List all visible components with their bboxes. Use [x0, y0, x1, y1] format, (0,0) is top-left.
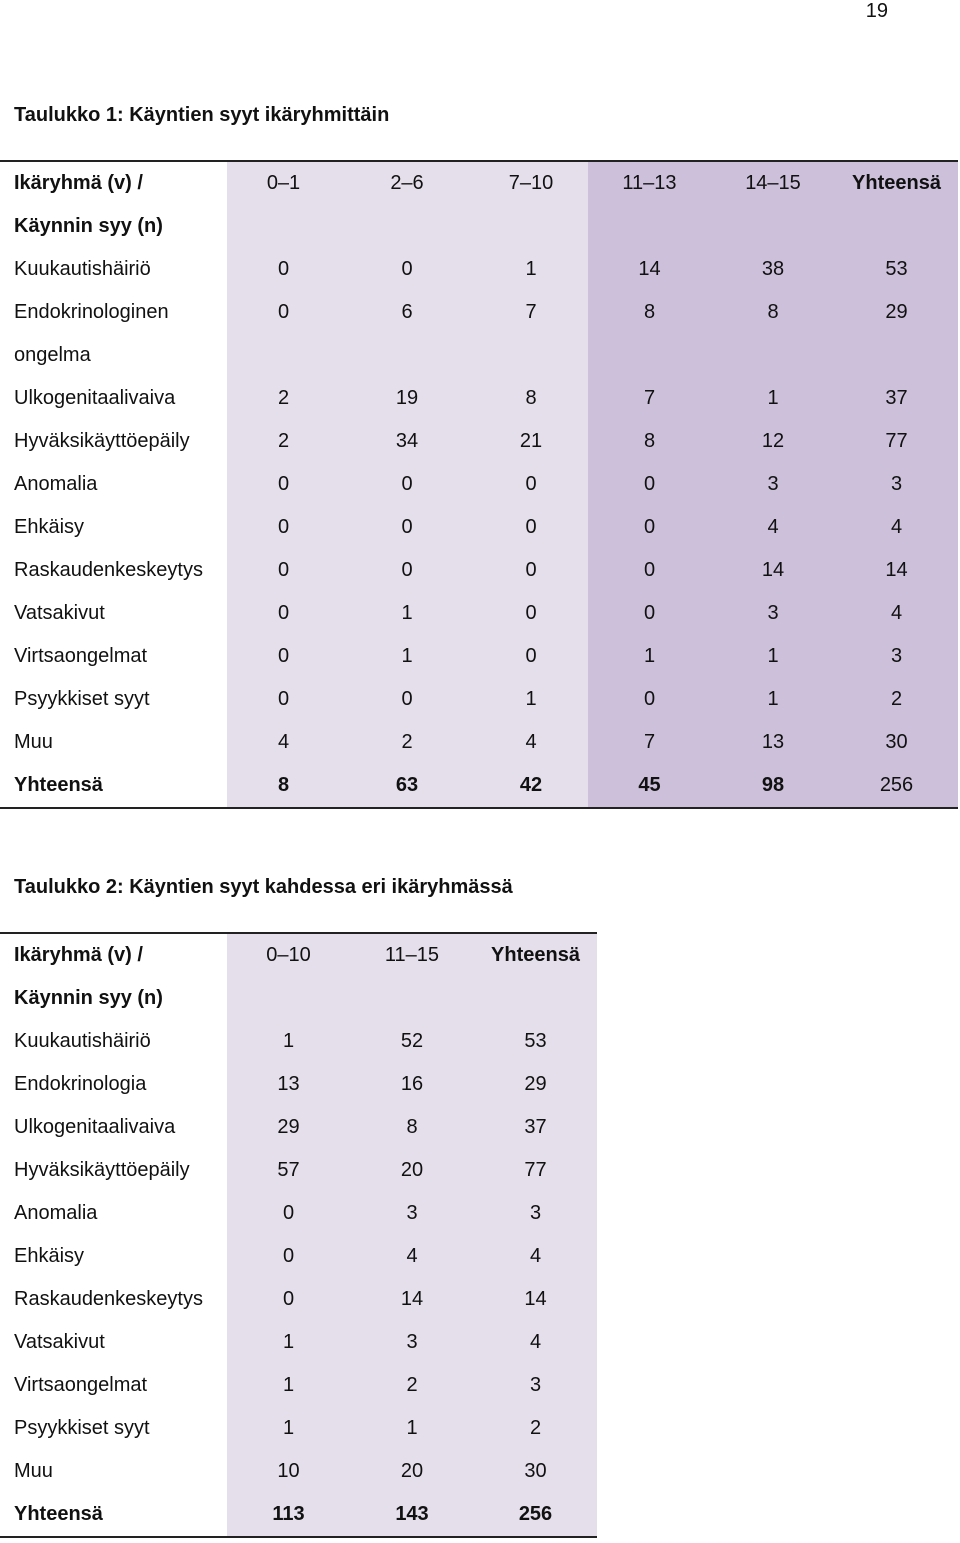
table-cell: 19 — [340, 377, 474, 420]
table-cell: 7 — [588, 721, 711, 764]
table-cell: 2 — [340, 721, 474, 764]
table-cell: 1 — [350, 1407, 474, 1450]
table-cell: 2 — [835, 678, 958, 721]
table-cell: 37 — [474, 1106, 597, 1149]
table-cell: 7 — [588, 377, 711, 420]
table-cell: 20 — [350, 1149, 474, 1192]
table-row — [0, 420, 958, 463]
header-row — [0, 161, 958, 205]
table-cell: 1 — [227, 1020, 350, 1063]
table-cell: 0 — [588, 678, 711, 721]
table-cell: 2 — [474, 1407, 597, 1450]
column-header: 7–10 — [474, 161, 588, 205]
table-cell: 4 — [227, 721, 340, 764]
total-label: Yhteensä — [0, 764, 227, 808]
table-row — [0, 1407, 597, 1450]
table-cell: 14 — [835, 549, 958, 592]
table-row — [0, 506, 958, 549]
row-label: Virtsaongelmat — [14, 645, 148, 667]
empty-cell — [711, 205, 835, 248]
table-cell: 0 — [227, 635, 340, 678]
table-cell: 1 — [588, 635, 711, 678]
table-row — [0, 1235, 597, 1278]
table-cell: 0 — [474, 635, 588, 678]
table-cell: 14 — [350, 1278, 474, 1321]
total-cell: 8 — [227, 764, 340, 808]
table-cell: 37 — [835, 377, 958, 420]
column-header: 11–13 — [588, 161, 711, 205]
row-label: Ehkäisy — [14, 516, 85, 538]
table-cell: 14 — [474, 1278, 597, 1321]
empty-cell — [227, 205, 340, 248]
table-cell: 53 — [835, 248, 958, 291]
table-cell — [227, 334, 340, 377]
table-cell: 3 — [350, 1321, 474, 1364]
table-cell: 0 — [227, 506, 340, 549]
table-cell: 4 — [474, 1235, 597, 1278]
table-cell: 1 — [474, 248, 588, 291]
table-row — [0, 1450, 597, 1493]
table-cell: 8 — [588, 420, 711, 463]
total-cell: 45 — [588, 764, 711, 808]
table-cell: 0 — [227, 248, 340, 291]
header-label: Ikäryhmä (v) / — [0, 933, 227, 977]
total-label: Yhteensä — [0, 1493, 227, 1537]
table-row — [0, 635, 958, 678]
table-row — [0, 1020, 597, 1063]
row-label: Endokrinologia — [14, 1073, 147, 1095]
table-cell: 1 — [711, 678, 835, 721]
table-row — [0, 721, 958, 764]
table-cell: 29 — [227, 1106, 350, 1149]
column-header: 0–1 — [227, 161, 340, 205]
table-cell: 0 — [227, 1192, 350, 1235]
table-cell: 1 — [711, 635, 835, 678]
empty-cell — [588, 205, 711, 248]
total-cell: 143 — [350, 1493, 474, 1537]
table-cell: 4 — [711, 506, 835, 549]
total-row — [0, 764, 958, 808]
table-row — [0, 334, 958, 377]
table-cell: 13 — [227, 1063, 350, 1106]
table-cell: 0 — [340, 463, 474, 506]
header-row — [0, 977, 597, 1020]
table-cell: 3 — [350, 1192, 474, 1235]
total-cell: 256 — [835, 764, 958, 808]
table-row — [0, 291, 958, 334]
table-cell: 34 — [340, 420, 474, 463]
total-row — [0, 1493, 597, 1537]
table-cell: 10 — [227, 1450, 350, 1493]
total-cell: 256 — [474, 1493, 597, 1537]
row-label: Anomalia — [14, 1202, 98, 1224]
empty-cell — [474, 205, 588, 248]
table-cell: 2 — [350, 1364, 474, 1407]
table-cell: 53 — [474, 1020, 597, 1063]
table-row — [0, 678, 958, 721]
table-cell: 0 — [227, 291, 340, 334]
empty-cell — [227, 977, 350, 1020]
table-cell: 0 — [474, 549, 588, 592]
column-header: 11–15 — [350, 933, 474, 977]
row-label: Virtsaongelmat — [14, 1374, 148, 1396]
table1-caption: Taulukko 1: Käyntien syyt ikäryhmittäin — [14, 104, 390, 126]
empty-cell — [835, 205, 958, 248]
table-cell: 0 — [340, 678, 474, 721]
table-cell: 0 — [227, 592, 340, 635]
table-cell: 16 — [350, 1063, 474, 1106]
table-cell: 0 — [227, 549, 340, 592]
table-row — [0, 549, 958, 592]
table-cell: 4 — [835, 592, 958, 635]
column-header: 14–15 — [711, 161, 835, 205]
table-cell: 57 — [227, 1149, 350, 1192]
row-label: Vatsakivut — [14, 1331, 105, 1353]
row-label: Ulkogenitaalivaiva — [14, 1116, 176, 1138]
row-label: Ehkäisy — [14, 1245, 85, 1267]
table-cell: 0 — [588, 549, 711, 592]
row-label: Psyykkiset syyt — [14, 1417, 150, 1439]
table-cell: 3 — [835, 463, 958, 506]
table-cell: 3 — [474, 1364, 597, 1407]
table-cell: 29 — [835, 291, 958, 334]
column-header: Yhteensä — [474, 933, 597, 977]
header-label: Ikäryhmä (v) / — [0, 161, 227, 205]
table-row — [0, 1364, 597, 1407]
row-label: Kuukautishäiriö — [14, 1030, 151, 1052]
row-label: Psyykkiset syyt — [14, 688, 150, 710]
row-label: Anomalia — [14, 473, 98, 495]
table-cell: 0 — [340, 248, 474, 291]
table-cell: 6 — [340, 291, 474, 334]
table-cell — [474, 334, 588, 377]
table-cell — [711, 334, 835, 377]
row-label: Raskaudenkeskeytys — [14, 1288, 203, 1310]
table2-caption: Taulukko 2: Käyntien syyt kahdessa eri ikäryhmässä — [14, 876, 513, 898]
table-row — [0, 377, 958, 420]
header-label: Käynnin syy (n) — [14, 987, 163, 1009]
table-cell: 2 — [227, 420, 340, 463]
table-cell: 8 — [711, 291, 835, 334]
table-cell: 13 — [711, 721, 835, 764]
column-header: 0–10 — [227, 933, 350, 977]
header-label: Käynnin syy (n) — [14, 215, 163, 237]
total-cell: 98 — [711, 764, 835, 808]
table-cell: 0 — [227, 678, 340, 721]
table-cell: 20 — [350, 1450, 474, 1493]
table-cell: 4 — [474, 1321, 597, 1364]
table-cell: 38 — [711, 248, 835, 291]
table-cell: 77 — [474, 1149, 597, 1192]
table-cell: 1 — [227, 1407, 350, 1450]
total-cell: 42 — [474, 764, 588, 808]
row-label: Raskaudenkeskeytys — [14, 559, 203, 581]
table-cell: 2 — [227, 377, 340, 420]
table-row — [0, 592, 958, 635]
table-cell: 0 — [227, 463, 340, 506]
table-cell: 0 — [227, 1235, 350, 1278]
table2 — [0, 932, 597, 1538]
table-cell: 3 — [711, 463, 835, 506]
table-cell: 30 — [474, 1450, 597, 1493]
table-cell: 1 — [227, 1321, 350, 1364]
table-cell: 0 — [474, 506, 588, 549]
table-cell: 1 — [711, 377, 835, 420]
row-label: Vatsakivut — [14, 602, 105, 624]
table-cell: 0 — [588, 592, 711, 635]
table-cell: 0 — [340, 506, 474, 549]
empty-cell — [350, 977, 474, 1020]
row-label: Kuukautishäiriö — [14, 258, 151, 280]
table-cell: 52 — [350, 1020, 474, 1063]
table-cell: 0 — [588, 463, 711, 506]
header-row — [0, 205, 958, 248]
row-label: Hyväksikäyttöepäily — [14, 430, 190, 452]
row-label: Endokrinologinen — [14, 301, 169, 323]
table1 — [0, 160, 958, 809]
row-label: Hyväksikäyttöepäily — [14, 1159, 190, 1181]
table-cell: 0 — [227, 1278, 350, 1321]
table-cell: 1 — [340, 592, 474, 635]
table-cell: 7 — [474, 291, 588, 334]
table-cell: 3 — [711, 592, 835, 635]
header-row — [0, 933, 597, 977]
table-cell — [588, 334, 711, 377]
table-cell: 4 — [474, 721, 588, 764]
table-cell: 14 — [711, 549, 835, 592]
table-row — [0, 1321, 597, 1364]
table-cell: 8 — [588, 291, 711, 334]
row-label: Muu — [14, 1460, 53, 1482]
table-row — [0, 1063, 597, 1106]
table-cell: 8 — [474, 377, 588, 420]
table-cell — [835, 334, 958, 377]
table-cell: 3 — [835, 635, 958, 678]
table-cell: 0 — [588, 506, 711, 549]
table-cell: 12 — [711, 420, 835, 463]
table-cell: 1 — [474, 678, 588, 721]
table-cell: 1 — [340, 635, 474, 678]
table-cell: 8 — [350, 1106, 474, 1149]
table-row — [0, 248, 958, 291]
page-number: 19 — [865, 0, 888, 22]
column-header: 2–6 — [340, 161, 474, 205]
table-cell: 77 — [835, 420, 958, 463]
empty-cell — [340, 205, 474, 248]
table-row — [0, 1149, 597, 1192]
table-cell: 0 — [340, 549, 474, 592]
table-cell: 21 — [474, 420, 588, 463]
table-cell: 0 — [474, 592, 588, 635]
total-cell: 63 — [340, 764, 474, 808]
table-row — [0, 463, 958, 506]
table-cell: 1 — [227, 1364, 350, 1407]
table-row — [0, 1106, 597, 1149]
table-cell — [340, 334, 474, 377]
table-cell: 29 — [474, 1063, 597, 1106]
row-label: Muu — [14, 731, 53, 753]
table-cell: 3 — [474, 1192, 597, 1235]
column-header: Yhteensä — [835, 161, 958, 205]
table-cell: 4 — [835, 506, 958, 549]
table-cell: 30 — [835, 721, 958, 764]
row-label: ongelma — [14, 344, 91, 366]
empty-cell — [474, 977, 597, 1020]
total-cell: 113 — [227, 1493, 350, 1537]
table-row — [0, 1192, 597, 1235]
table-cell: 14 — [588, 248, 711, 291]
table-row — [0, 1278, 597, 1321]
row-label: Ulkogenitaalivaiva — [14, 387, 176, 409]
table-cell: 4 — [350, 1235, 474, 1278]
table-cell: 0 — [474, 463, 588, 506]
